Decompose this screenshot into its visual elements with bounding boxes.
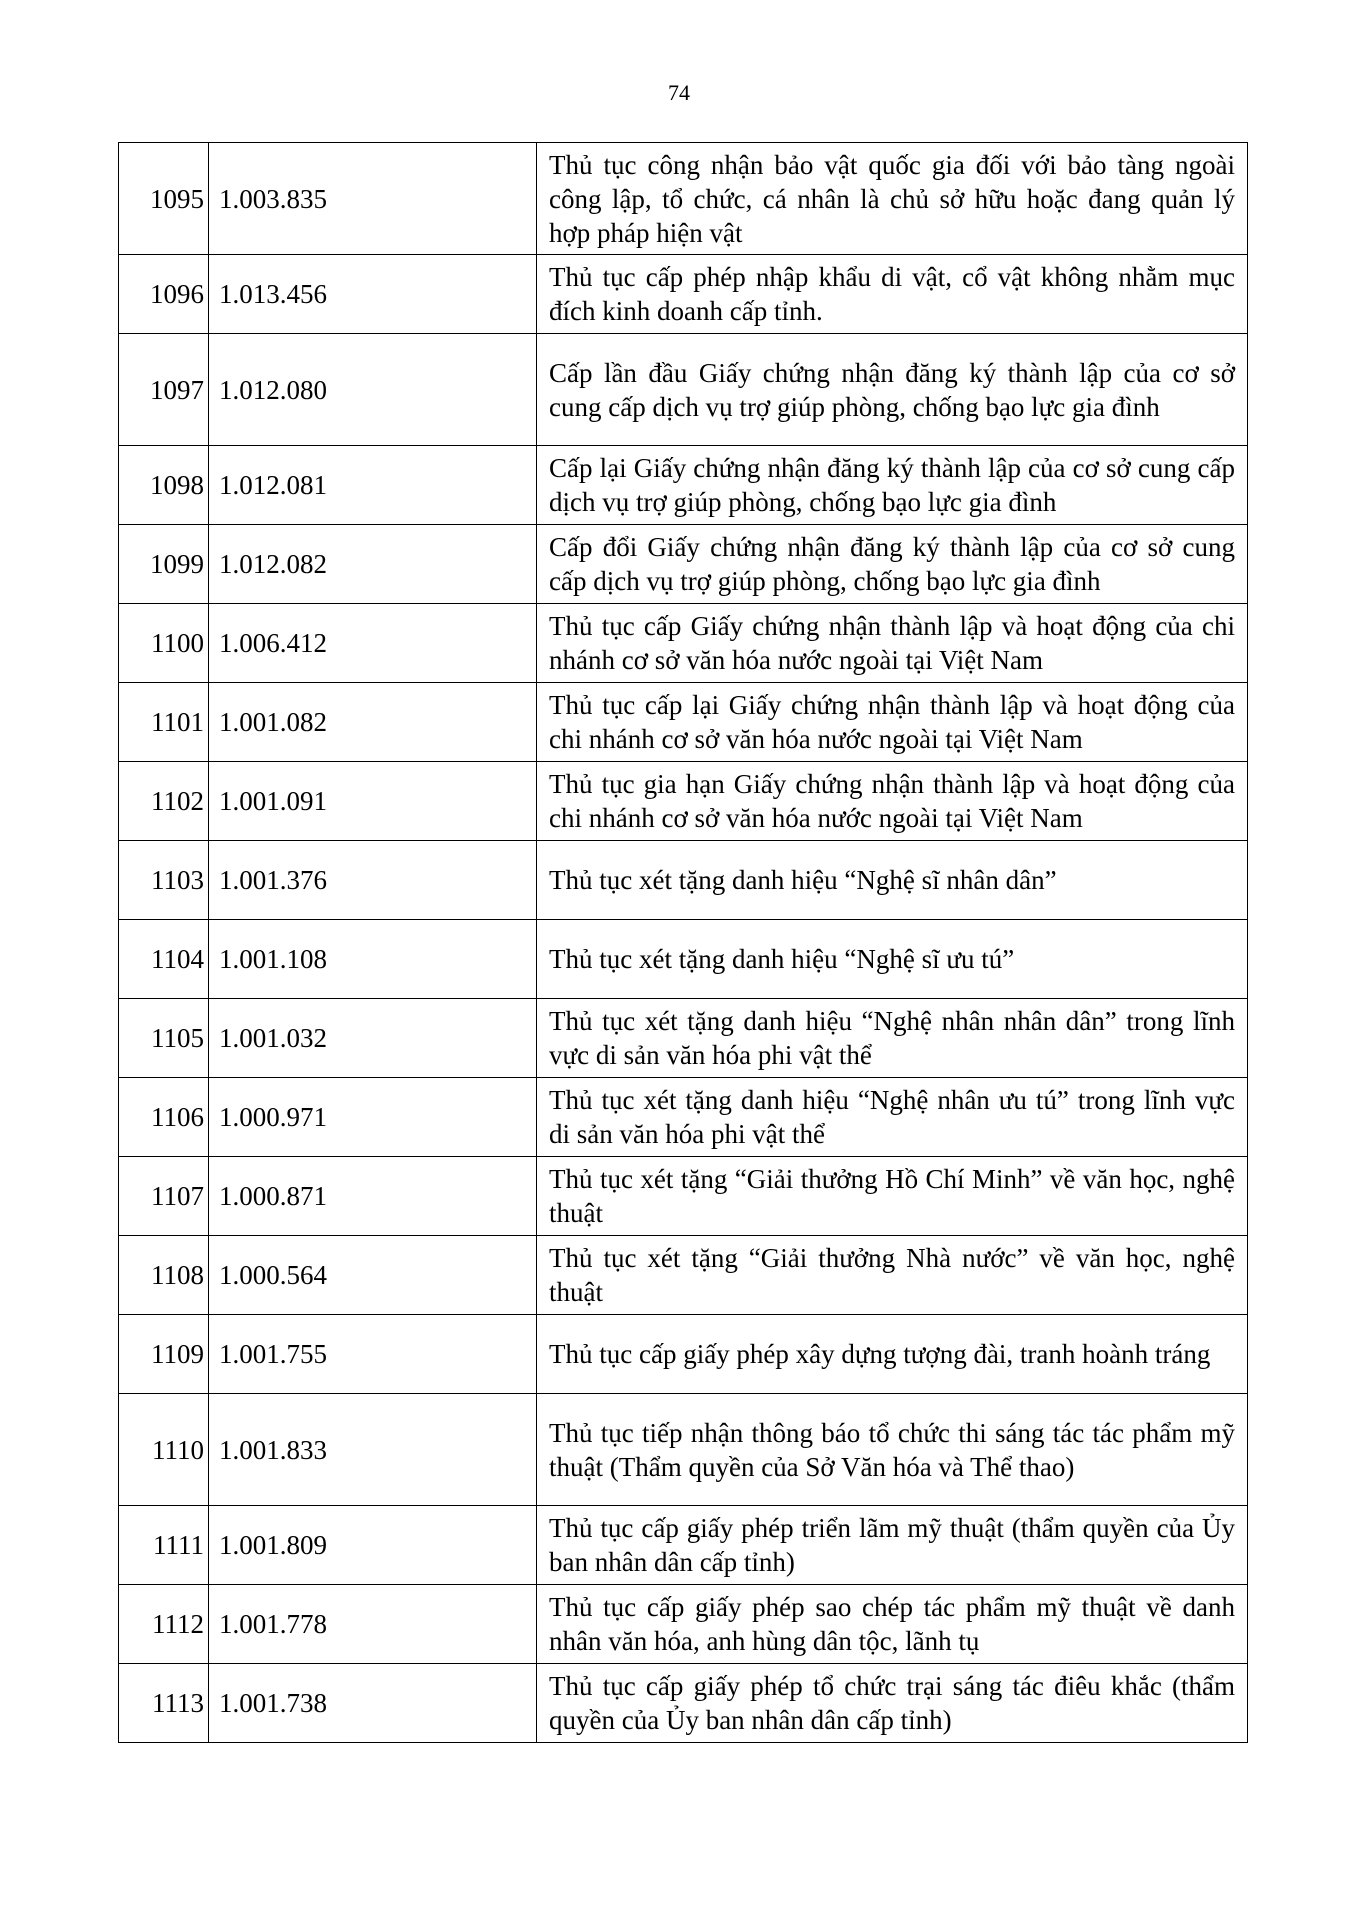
procedure-name: Thủ tục cấp Giấy chứng nhận thành lập và hoạt động của chi nhánh cơ sở văn hóa nước ngoài tại Việt Nam [537,604,1248,683]
row-number: 1104 [119,920,209,999]
procedure-code: 1.001.091 [209,762,537,841]
procedure-name: Thủ tục xét tặng danh hiệu “Nghệ nhân ưu tú” trong lĩnh vực di sản văn hóa phi vật thể [537,1078,1248,1157]
row-number: 1109 [119,1315,209,1394]
procedure-name: Cấp lại Giấy chứng nhận đăng ký thành lập của cơ sở cung cấp dịch vụ trợ giúp phòng, chống bạo lực gia đình [537,446,1248,525]
row-number: 1097 [119,334,209,446]
row-number: 1113 [119,1664,209,1743]
table-row [119,762,1248,841]
row-number: 1100 [119,604,209,683]
table-row [119,1394,1248,1506]
procedure-code: 1.001.082 [209,683,537,762]
procedure-table [118,142,1248,1743]
procedure-code: 1.001.778 [209,1585,537,1664]
table-row [119,1157,1248,1236]
procedure-table-body [119,143,1248,1743]
row-number: 1111 [119,1506,209,1585]
table-row [119,1506,1248,1585]
table-row [119,1664,1248,1743]
procedure-code: 1.012.081 [209,446,537,525]
row-number: 1103 [119,841,209,920]
procedure-name: Thủ tục xét tặng danh hiệu “Nghệ sĩ ưu tú” [537,920,1248,999]
row-number: 1108 [119,1236,209,1315]
procedure-name: Thủ tục công nhận bảo vật quốc gia đối với bảo tàng ngoài công lập, tổ chức, cá nhân là chủ sở hữu hoặc đang quản lý hợp pháp hiện vật [537,143,1248,255]
row-number: 1107 [119,1157,209,1236]
procedure-code: 1.012.082 [209,525,537,604]
table-row [119,1315,1248,1394]
procedure-name: Cấp đổi Giấy chứng nhận đăng ký thành lập của cơ sở cung cấp dịch vụ trợ giúp phòng, chống bạo lực gia đình [537,525,1248,604]
procedure-code: 1.001.755 [209,1315,537,1394]
procedure-name: Thủ tục cấp phép nhập khẩu di vật, cổ vật không nhằm mục đích kinh doanh cấp tỉnh. [537,255,1248,334]
procedure-name: Thủ tục cấp lại Giấy chứng nhận thành lập và hoạt động của chi nhánh cơ sở văn hóa nước ngoài tại Việt Nam [537,683,1248,762]
procedure-code: 1.001.376 [209,841,537,920]
procedure-name: Thủ tục xét tặng danh hiệu “Nghệ sĩ nhân dân” [537,841,1248,920]
table-row [119,683,1248,762]
procedure-name: Thủ tục cấp giấy phép tổ chức trại sáng tác điêu khắc (thẩm quyền của Ủy ban nhân dân cấp tỉnh) [537,1664,1248,1743]
table-row [119,525,1248,604]
table-row [119,143,1248,255]
procedure-code: 1.000.871 [209,1157,537,1236]
procedure-name: Thủ tục xét tặng “Giải thưởng Hồ Chí Minh” về văn học, nghệ thuật [537,1157,1248,1236]
procedure-name: Thủ tục cấp giấy phép triển lãm mỹ thuật (thẩm quyền của Ủy ban nhân dân cấp tỉnh) [537,1506,1248,1585]
procedure-code: 1.006.412 [209,604,537,683]
page-number: 74 [668,80,690,105]
procedure-name: Thủ tục gia hạn Giấy chứng nhận thành lập và hoạt động của chi nhánh cơ sở văn hóa nước ngoài tại Việt Nam [537,762,1248,841]
table-row [119,1236,1248,1315]
procedure-code: 1.012.080 [209,334,537,446]
procedure-code: 1.000.971 [209,1078,537,1157]
procedure-name: Thủ tục cấp giấy phép xây dựng tượng đài, tranh hoành tráng [537,1315,1248,1394]
table-row [119,604,1248,683]
procedure-name: Cấp lần đầu Giấy chứng nhận đăng ký thành lập của cơ sở cung cấp dịch vụ trợ giúp phòng, chống bạo lực gia đình [537,334,1248,446]
table-row [119,1585,1248,1664]
procedure-code: 1.000.564 [209,1236,537,1315]
procedure-name: Thủ tục xét tặng “Giải thưởng Nhà nước” về văn học, nghệ thuật [537,1236,1248,1315]
table-row [119,999,1248,1078]
row-number: 1099 [119,525,209,604]
procedure-code: 1.013.456 [209,255,537,334]
table-row [119,334,1248,446]
procedure-name: Thủ tục xét tặng danh hiệu “Nghệ nhân nhân dân” trong lĩnh vực di sản văn hóa phi vật thể [537,999,1248,1078]
procedure-code: 1.001.108 [209,920,537,999]
procedure-name: Thủ tục cấp giấy phép sao chép tác phẩm mỹ thuật về danh nhân văn hóa, anh hùng dân tộc, lãnh tụ [537,1585,1248,1664]
table-row [119,841,1248,920]
row-number: 1101 [119,683,209,762]
procedure-code: 1.001.032 [209,999,537,1078]
procedure-code: 1.001.809 [209,1506,537,1585]
row-number: 1112 [119,1585,209,1664]
procedure-code: 1.001.738 [209,1664,537,1743]
table-row [119,1078,1248,1157]
row-number: 1110 [119,1394,209,1506]
procedure-name: Thủ tục tiếp nhận thông báo tổ chức thi sáng tác tác phẩm mỹ thuật (Thẩm quyền của Sở Văn hóa và Thể thao) [537,1394,1248,1506]
row-number: 1095 [119,143,209,255]
row-number: 1106 [119,1078,209,1157]
procedure-code: 1.003.835 [209,143,537,255]
table-row [119,255,1248,334]
row-number: 1105 [119,999,209,1078]
row-number: 1102 [119,762,209,841]
row-number: 1096 [119,255,209,334]
table-row [119,920,1248,999]
row-number: 1098 [119,446,209,525]
table-row [119,446,1248,525]
procedure-code: 1.001.833 [209,1394,537,1506]
